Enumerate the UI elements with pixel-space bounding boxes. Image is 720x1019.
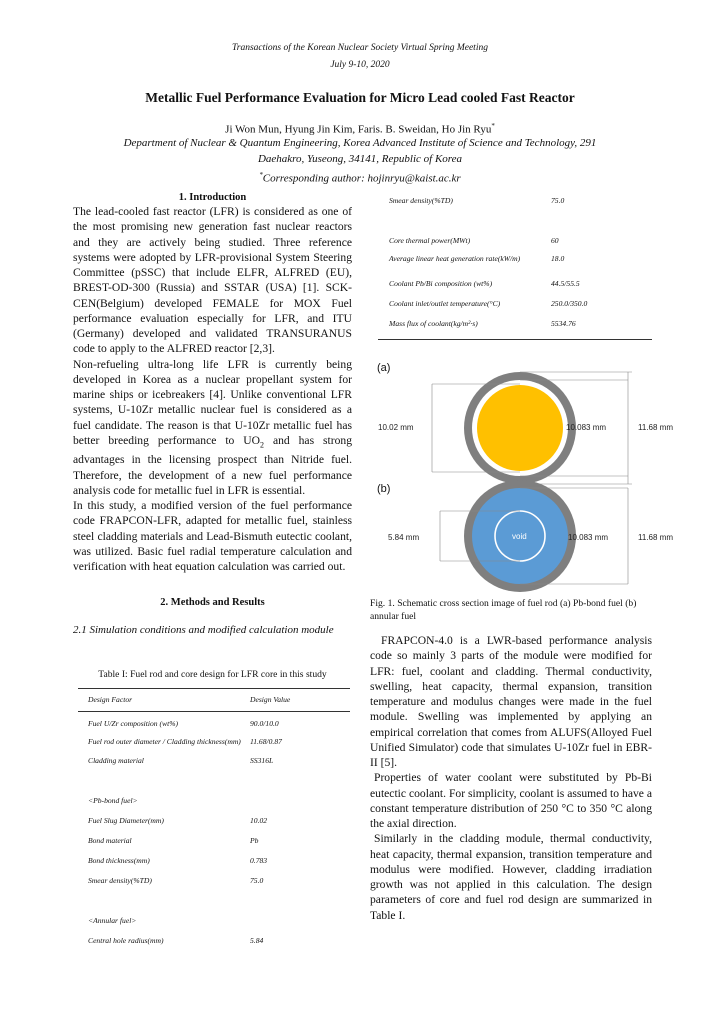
void-label: void <box>512 532 527 541</box>
table-cell-value: 18.0 <box>551 254 565 263</box>
left-column <box>73 192 352 574</box>
table-cell-value: 90.0/10.0 <box>250 718 279 728</box>
table-row <box>88 870 350 890</box>
dim-label-b-hole: 5.84 mm <box>388 533 420 542</box>
table-cell-value: 10.02 <box>250 815 268 825</box>
figure-caption: Fig. 1. Schematic cross section image of fuel rod (a) Pb-bond fuel (b) annular fuel <box>370 598 637 622</box>
design-table-left-body <box>88 713 350 950</box>
right-column-text <box>370 633 652 923</box>
table-header-rule <box>78 711 350 712</box>
affiliation-line-1: Department of Nuclear & Quantum Engineering, Korea Advanced Institute of Science and Technology, 291 <box>123 137 597 149</box>
table-cell-value: 44.5/55.5 <box>551 278 580 288</box>
table-row <box>88 890 350 910</box>
table-cell-value <box>250 790 350 810</box>
annular-fuel-cross-section <box>388 480 673 592</box>
table-row <box>88 930 350 950</box>
table-caption: Table I: Fuel rod and core design for LFR core in this study <box>98 669 327 680</box>
col-header-value: Design Value <box>250 695 291 704</box>
table-row <box>389 313 651 333</box>
right-paragraph-3: Similarly in the cladding module, thermal conductivity, heat capacity, thermal expansion, transition temperature and modulus were modified. However, cladding irradiation growth was not applied in this calculation. The design parameters of core and fuel rod design are summarized in Table I. <box>370 832 652 922</box>
table-row <box>88 910 350 930</box>
corresponding-author: *Corresponding author: hojinryu@kaist.ac.kr <box>259 171 461 185</box>
col-header-factor: Design Factor <box>88 695 133 704</box>
dim-label-b-outer: 11.68 mm <box>638 533 673 542</box>
intro-paragraph-2 <box>73 357 352 499</box>
author-list: Ji Won Mun, Hyung Jin Kim, Faris. B. Sweidan, Ho Jin Ryu* <box>225 122 495 136</box>
table-cell-value: SS316L <box>250 755 274 765</box>
table-row <box>88 733 350 750</box>
intro-body <box>73 204 352 574</box>
right-paragraph-1: FRAPCON-4.0 is a LWR-based performance analysis code so mainly 3 parts of the module were modified for LFR: fuel, coolant and cladding. Thermal conductivity, swelling, heat capacity, thermal expansion, transition temperature and modulus changes were made in the fuel module. Swelling was implemented by applying an empirical correlation that comes from ALUFS(Alloyed Fuel Unified Simulator) code that simulates U-10Zr fuel in EBR-II [5]. <box>370 634 652 769</box>
table-cell-value <box>250 910 350 930</box>
conference-date: July 9-10, 2020 <box>330 60 390 70</box>
table-row <box>389 273 651 293</box>
table-cell-factor: Bond material <box>88 835 132 845</box>
figure-label-b: (b) <box>377 483 391 495</box>
uo2-subscript: 2 <box>260 440 265 450</box>
paper-title: Metallic Fuel Performance Evaluation for Micro Lead cooled Fast Reactor <box>145 90 575 105</box>
table-cell-factor: Core thermal power(MWt) <box>389 235 471 245</box>
table-cell-factor <box>389 210 551 230</box>
table-row <box>88 713 350 733</box>
table-cell-factor: Smear density(%TD) <box>389 195 453 205</box>
design-table-right <box>389 190 651 333</box>
table-cell-factor: Fuel Slug Diameter(mm) <box>88 815 164 825</box>
table-row <box>88 850 350 870</box>
intro-heading: 1. Introduction <box>178 192 247 203</box>
table-bottom-rule <box>378 339 652 340</box>
table-row <box>389 250 651 267</box>
table-cell-value: 0.783 <box>250 855 268 865</box>
corresponding-text: Corresponding author: hojinryu@kaist.ac.kr <box>262 172 461 185</box>
authors: Ji Won Mun, Hyung Jin Kim, Faris. B. Sweidan, Ho Jin Ryu <box>225 123 492 136</box>
table-cell-factor: Average linear heat generation rate(kW/m) <box>389 254 521 263</box>
table-row <box>88 810 350 830</box>
table-cell-value: 5534.76 <box>551 318 576 328</box>
table-cell-value <box>551 210 651 230</box>
table-cell-factor: Coolant inlet/outlet temperature(°C) <box>389 298 501 308</box>
table-row <box>389 293 651 313</box>
dim-label-b-inner: 10.083 mm <box>568 533 609 542</box>
table-cell-factor: Cladding material <box>88 755 144 765</box>
table-header-row <box>88 691 350 708</box>
table-cell-factor: <Annular fuel> <box>88 915 137 925</box>
table-cell-factor: Fuel rod outer diameter / Cladding thickness(mm) <box>88 737 241 746</box>
design-table-left <box>88 691 350 708</box>
intro-paragraph-1: The lead-cooled fast reactor (LFR) is considered as one of the most promising new generation fast nuclear reactors and they are actively being studied. Three reference systems were adopted by LFR-provisional System Steering Committee (pSSC) that include ELFR, ALFRED (EU), BREST-OD-300 (Russia) and SSTAR (USA) [1]. SCK-CEN(Belgium) developed FEMALE for MOX Fuel performance evaluation especially for LFR, and ITU (Germany) developed and validated TRANSURANUS code to apply to the ALFRED reactor [2,3]. <box>73 205 352 356</box>
table-row <box>389 190 651 210</box>
table-cell-value: 60 <box>551 235 559 245</box>
table-cell-value: 11.68/0.87 <box>250 737 282 746</box>
table-cell-factor: Fuel U/Zr composition (wt%) <box>88 718 179 728</box>
pb-bond-cross-section <box>378 372 673 484</box>
methods-heading: 2. Methods and Results <box>160 597 265 608</box>
figure-label-a: (a) <box>377 362 391 374</box>
table-row <box>88 750 350 770</box>
table-cell-factor: Bond thickness(mm) <box>88 855 150 865</box>
table-cell-value: 5.84 <box>250 935 264 945</box>
table-row <box>88 790 350 810</box>
conference-header: Transactions of the Korean Nuclear Society Virtual Spring Meeting <box>232 43 488 53</box>
methods-subheading: 2.1 Simulation conditions and modified calculation module <box>73 624 334 636</box>
table-row <box>389 230 651 250</box>
table-row <box>88 830 350 850</box>
dim-label-a-inner: 10.083 mm <box>566 423 607 432</box>
table-row <box>88 770 350 790</box>
table-cell-factor <box>88 770 250 790</box>
intro-paragraph-2a: Non-refueling ultra-long life LFR is currently being developed in Korea as a nuclear propellant system for marine ships or icebreakers [4]. Unlike conventional LFR systems, U-10Zr metallic nuclear fuel is considered as a fuel candidate. The reason is that U-10Zr metallic fuel has better breeding performance to UO <box>73 357 352 447</box>
table-cell-factor: Coolant Pb/Bi composition (wt%) <box>389 278 493 288</box>
dim-label-a-slug: 10.02 mm <box>378 423 414 432</box>
table-cell-factor <box>88 890 250 910</box>
intro-paragraph-2b: and has strong advantages in the licensing prospect than Nitride fuel. Therefore, the development of a new fuel performance analysis code for metallic fuel in LFR is essential. <box>73 433 353 497</box>
table-cell-value: 75.0 <box>551 195 565 205</box>
affiliation-line-2: Daehakro, Yuseong, 34141, Republic of Korea <box>257 153 463 165</box>
dim-label-a-outer: 11.68 mm <box>638 423 673 432</box>
table-cell-value: 75.0 <box>250 875 264 885</box>
table-cell-value <box>250 770 350 790</box>
table-cell-value: 250.0/350.0 <box>551 298 588 308</box>
table-cell-factor: <Pb-bond fuel> <box>88 795 138 805</box>
table-cell-value: Pb <box>250 835 259 845</box>
table-row <box>389 210 651 230</box>
intro-paragraph-3: In this study, a modified version of the fuel performance code FRAPCON-LFR, adapted for metallic fuel, stainless steel cladding materials and Lead-Bismuth eutectic coolant, was utilized. Basic fuel radial temperature calculation and verification with heat equation calculation was carried out. <box>73 499 352 574</box>
fuel-rod-figure <box>370 360 690 600</box>
table-cell-factor: Smear density(%TD) <box>88 875 152 885</box>
table-cell-factor: Central hole radius(mm) <box>88 935 164 945</box>
table-top-rule <box>78 688 350 689</box>
right-paragraph-2: Properties of water coolant were substituted by Pb-Bi eutectic coolant. For simplicity, coolant is assumed to have a constant temperature distribution of 250 °C to 350 °C along the axial direction. <box>370 771 652 830</box>
table-cell-factor: Mass flux of coolant(kg/m²·s) <box>389 318 478 328</box>
table-cell-value <box>250 890 350 910</box>
fuel-slug-a <box>477 385 563 471</box>
